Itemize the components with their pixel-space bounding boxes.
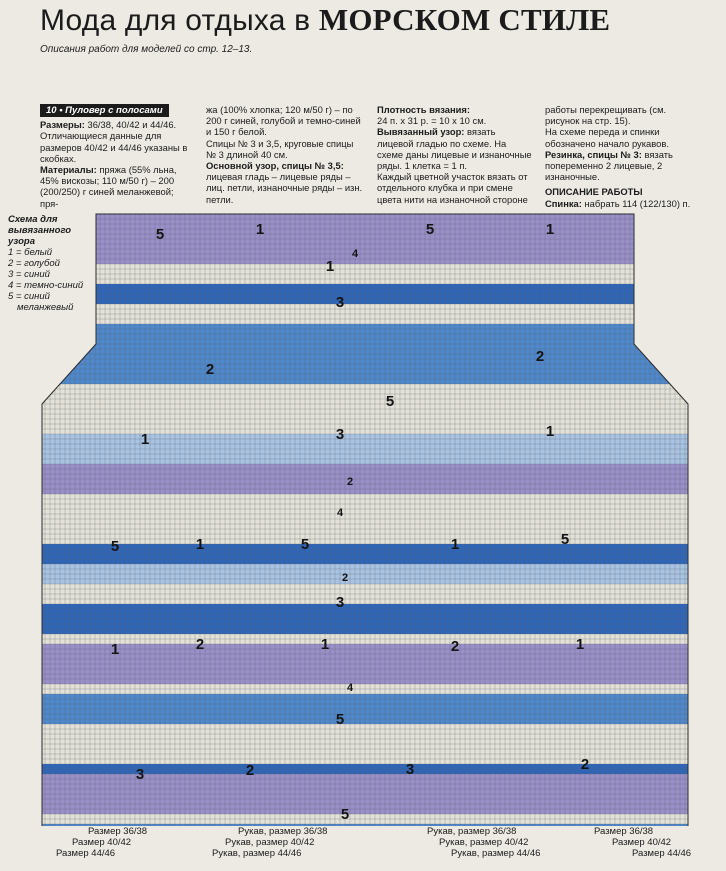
- color-label-14: 4: [336, 507, 344, 519]
- color-label-4: 4: [351, 248, 359, 260]
- model-badge: 10 • Пуловер с полосами: [40, 104, 169, 117]
- back-line: [545, 198, 700, 209]
- color-label-12: 1: [545, 423, 555, 440]
- color-label-32: 2: [580, 756, 590, 773]
- knit-extra: Каждый цветной участок вязать от отдельного клубка и при смене цвета нити на изнаночной стороне: [377, 171, 528, 205]
- page-subtitle: Описания работ для моделей со стр. 12–13.: [40, 44, 253, 55]
- color-label-13: 2: [346, 476, 354, 488]
- needles-text: Спицы № 3 и 3,5, круговые спицы № 3 длиной 40 см.: [206, 137, 354, 160]
- text-column-3: [377, 104, 532, 205]
- color-label-6: 3: [335, 294, 345, 311]
- color-label-26: 1: [575, 636, 585, 653]
- color-label-19: 5: [560, 531, 570, 548]
- color-label-15: 5: [110, 538, 120, 555]
- knit-value: вязать лицевой гладью по схеме. На схеме даны лицевые и изнаночные ряды. 1 клетка = 1 п.: [377, 126, 532, 172]
- size-marker: Размер 36/38: [88, 826, 148, 837]
- color-label-8: 2: [535, 348, 545, 365]
- yarn-text: жа (100% хлопка; 120 м/50 г) – по 200 г синей, голубой и темно-синей и 150 г белой.: [206, 104, 361, 138]
- density-value: 24 п. х 31 р. = 10 х 10 см.: [377, 115, 487, 127]
- size-marker: Размер 36/38: [594, 826, 654, 837]
- size-marker: Размер 40/42: [72, 837, 132, 848]
- back-value: набрать 114 (122/130) п.: [581, 197, 691, 209]
- color-label-28: 5: [335, 711, 345, 728]
- color-label-22: 1: [110, 641, 120, 658]
- sizes-note: Отличающиеся данные для размеров 40/42 и 44/46 указаны в скобках.: [40, 130, 188, 164]
- sizes-value: 36/38, 40/42 и 44/46.: [84, 119, 177, 131]
- color-label-29: 3: [135, 766, 145, 783]
- density-label: Плотность вязания:: [377, 104, 470, 115]
- materials-value: пряжа (55% льна, 45% вискозы; 110 м/50 г) – 200 (200/250) г синей меланжевой; пря-: [40, 164, 177, 209]
- size-marker: Размер 40/42: [612, 837, 672, 848]
- legend-item-5: 5 = синий меланжевый: [8, 291, 74, 313]
- color-label-3: 1: [545, 221, 555, 238]
- rib-line: [545, 149, 700, 183]
- rib-value: вязать попеременно 2 лицевые, 2 изнаночные.: [545, 148, 673, 183]
- title-bold: МОРСКОМ СТИЛЕ: [318, 2, 611, 37]
- size-markers-sleeve-right: [427, 826, 540, 859]
- color-label-10: 1: [140, 431, 150, 448]
- color-label-24: 1: [320, 636, 330, 653]
- color-label-1: 1: [255, 221, 265, 238]
- text-column-4: [545, 104, 700, 209]
- color-label-9: 5: [385, 393, 395, 410]
- legend-item-4: 4 = темно-синий: [8, 280, 84, 291]
- pattern-label: Основной узор, спицы № 3,5:: [206, 160, 344, 172]
- legend-item-2: 2 = голубой: [8, 258, 60, 269]
- title-regular: Мода для отдыха в: [40, 4, 319, 37]
- materials-label: Материалы:: [40, 164, 97, 176]
- knit-line: [377, 126, 532, 171]
- sizes-line: [40, 119, 192, 130]
- size-marker: Размер 44/46: [56, 848, 116, 859]
- chart-legend: [8, 214, 90, 313]
- size-markers-right: [594, 826, 691, 859]
- color-label-16: 1: [195, 536, 205, 553]
- sleeves-start-text: На схеме переда и спинки обозначено начало рукавов.: [545, 126, 669, 149]
- color-label-20: 2: [341, 572, 349, 584]
- color-label-30: 2: [245, 762, 255, 779]
- color-label-31: 3: [405, 761, 415, 778]
- size-marker: Рукав, размер 36/38: [238, 826, 328, 837]
- color-label-18: 1: [450, 536, 460, 553]
- color-label-27: 4: [346, 682, 354, 694]
- color-label-11: 3: [335, 426, 345, 443]
- color-label-21: 3: [335, 594, 345, 611]
- rib-label: Резинка, спицы № 3:: [545, 148, 642, 160]
- size-marker: Рукав, размер 36/38: [427, 826, 517, 837]
- page-title: [40, 2, 610, 38]
- size-marker: Размер 44/46: [632, 848, 692, 859]
- size-markers-left: [56, 826, 147, 859]
- color-label-23: 2: [195, 636, 205, 653]
- color-label-7: 2: [205, 361, 215, 378]
- size-marker: Рукав, размер 40/42: [225, 837, 315, 848]
- legend-item-1: 1 = белый: [8, 247, 53, 258]
- color-label-25: 2: [450, 638, 460, 655]
- density-label-line: [377, 104, 532, 115]
- size-marker: Рукав, размер 44/46: [451, 848, 541, 859]
- crossing-text: работы перекрещивать (см. рисунок на стр. 15).: [545, 104, 667, 127]
- color-label-2: 5: [425, 221, 435, 238]
- knitting-chart: [0, 210, 726, 826]
- materials-line: [40, 164, 192, 209]
- sizes-label: Размеры:: [40, 119, 85, 131]
- text-column-2: [206, 104, 364, 205]
- legend-item-3: 3 = синий: [8, 269, 50, 280]
- size-marker: Рукав, размер 40/42: [439, 837, 529, 848]
- work-heading: ОПИСАНИЕ РАБОТЫ: [545, 186, 643, 198]
- text-column-1: [40, 104, 192, 209]
- size-markers-sleeve-left: [212, 826, 327, 859]
- legend-title: Схема для вывязанного узора: [8, 214, 72, 247]
- knit-label: Вывязанный узор:: [377, 126, 465, 138]
- back-label: Спинка:: [545, 197, 582, 209]
- pattern-line: [206, 160, 364, 205]
- color-label-5: 1: [325, 258, 335, 275]
- color-label-17: 5: [300, 536, 310, 553]
- pattern-value: лицевая гладь – лицевые ряды – лиц. петли, изнаночные ряды – изн. петли.: [206, 171, 363, 205]
- size-marker: Рукав, размер 44/46: [212, 848, 302, 859]
- color-label-0: 5: [155, 226, 165, 243]
- color-label-33: 5: [340, 806, 350, 823]
